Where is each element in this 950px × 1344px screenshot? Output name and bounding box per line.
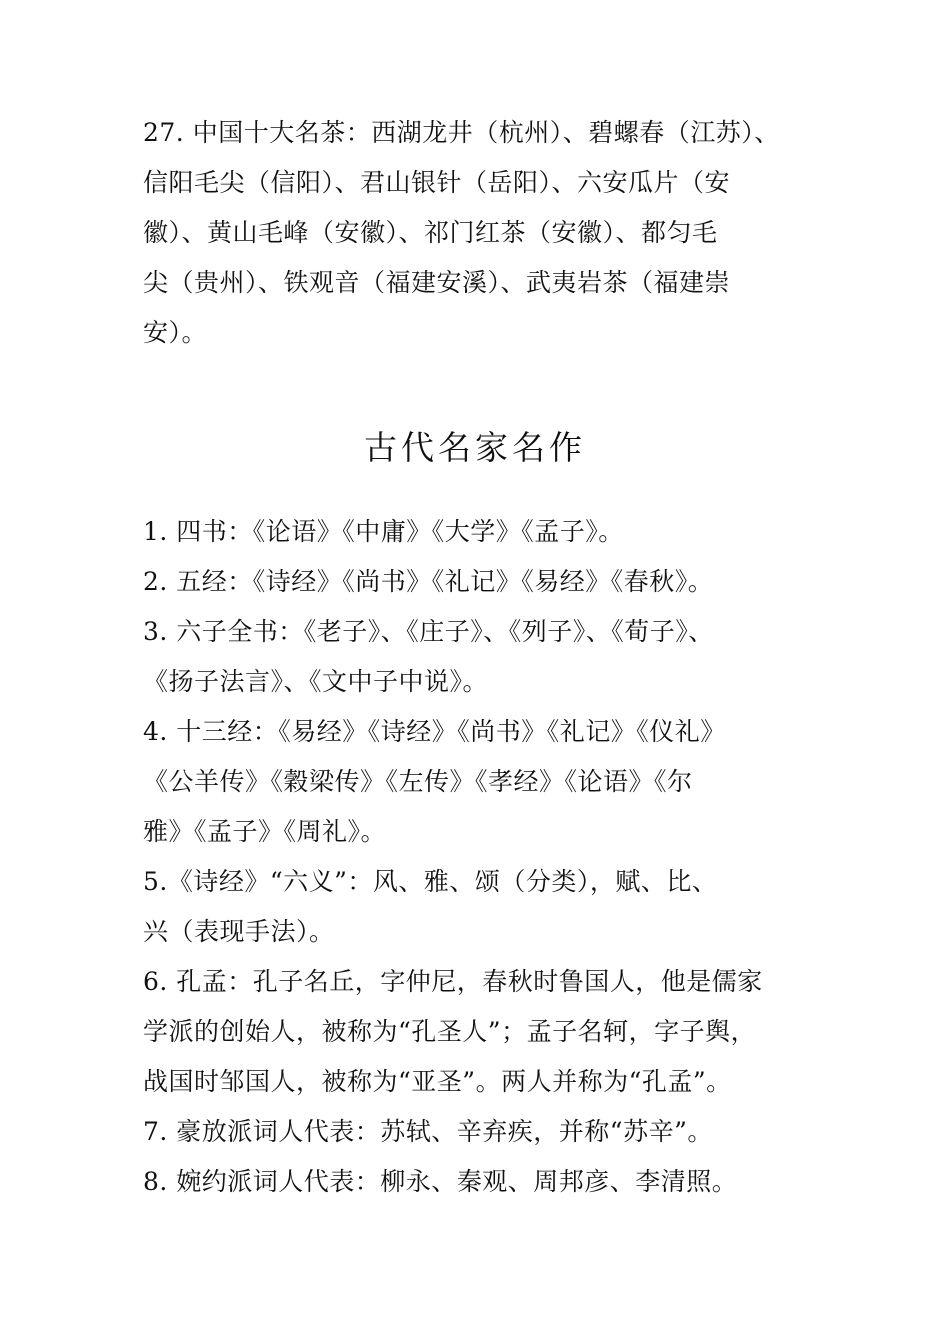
text-line: 信阳毛尖（信阳）、君山银针（岳阳）、六安瓜片（安 <box>143 168 731 197</box>
section-heading: 古代名家名作 <box>364 428 586 467</box>
text-line: 6. 孔孟：孔子名丘，字仲尼，春秋时鲁国人，他是儒家 <box>143 967 763 996</box>
text-line: 《公羊传》《穀梁传》《左传》《孝经》《论语》《尔 <box>143 767 693 796</box>
text-line: 1. 四书：《论语》《中庸》《大学》《孟子》。 <box>143 517 624 546</box>
text-line: 安）。 <box>143 318 208 347</box>
text-line: 尖（贵州）、铁观音（福建安溪）、武夷岩茶（福建崇 <box>143 268 731 297</box>
text-line: 《扬子法言》、《文中子中说》。 <box>143 667 489 696</box>
text-line: 27. 中国十大名茶：西湖龙井（杭州）、碧螺春（江苏）、 <box>143 118 780 147</box>
text-line: 雅》《孟子》《周礼》。 <box>143 817 387 846</box>
text-line: 7. 豪放派词人代表：苏轼、辛弃疾，并称“苏辛”。 <box>143 1117 713 1146</box>
text-line: 兴（表现手法）。 <box>143 917 335 946</box>
text-line: 徽）、黄山毛峰（安徽）、祁门红茶（安徽）、都匀毛 <box>143 218 718 247</box>
text-line: 战国时邹国人，被称为“亚圣”。两人并称为“孔孟”。 <box>143 1067 732 1096</box>
text-line: 学派的创始人，被称为“孔圣人”；孟子名轲，字子舆， <box>143 1017 757 1046</box>
text-line: 3. 六子全书：《老子》、《庄子》、《列子》、《荀子》、 <box>143 617 714 646</box>
text-line: 5.《诗经》“六义”：风、雅、颂（分类），赋、比、 <box>143 867 718 896</box>
text-line: 8. 婉约派词人代表：柳永、秦观、周邦彦、李清照。 <box>143 1167 738 1196</box>
text-line: 2. 五经：《诗经》《尚书》《礼记》《易经》《春秋》。 <box>143 567 714 596</box>
text-line: 4. 十三经：《易经》《诗经》《尚书》《礼记》《仪礼》 <box>143 717 726 746</box>
